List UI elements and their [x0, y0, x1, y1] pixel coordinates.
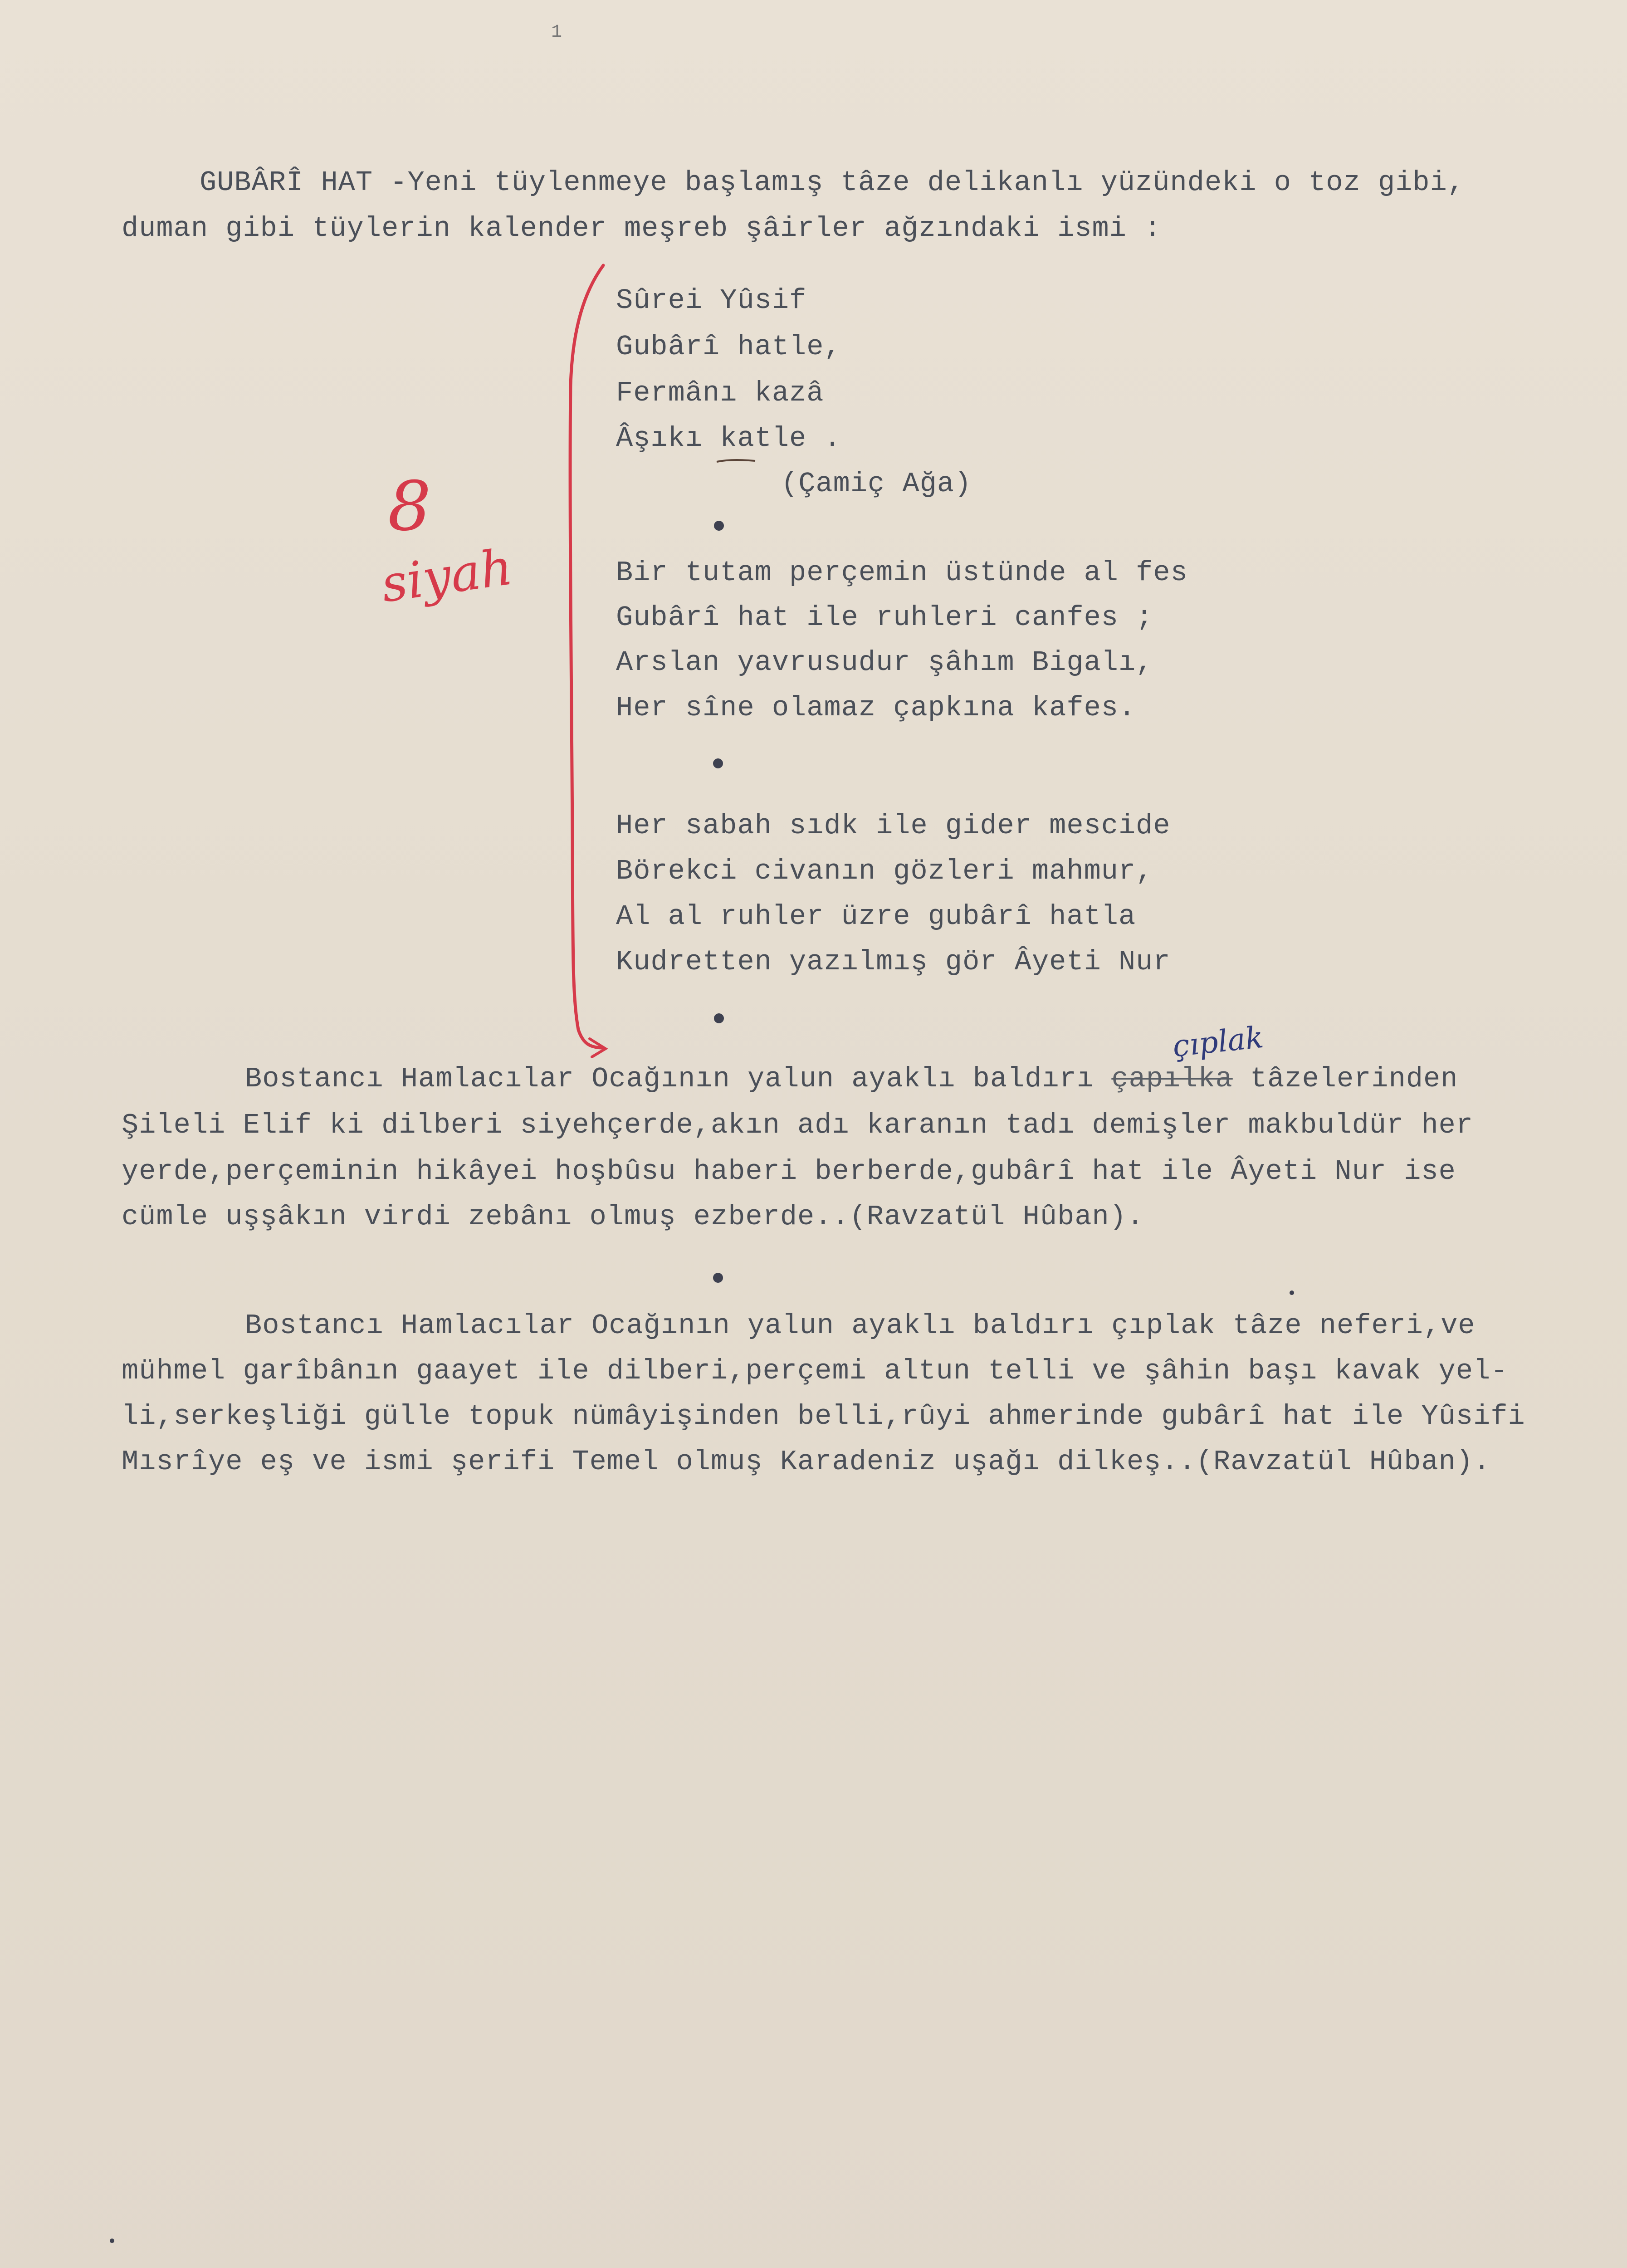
page-number: 1	[551, 22, 563, 43]
margin-note-word: siyah	[377, 538, 516, 614]
para1-line-4: cümle uşşâkın virdi zebânı olmuş ezberde..(Ravzatül Hûban).	[122, 1201, 1144, 1233]
section-bullet	[713, 1273, 723, 1283]
poem2-line-1: Bir tutam perçemin üstünde al fes	[616, 557, 1188, 589]
poem2-line-3: Arslan yavrusudur şâhım Bigalı,	[616, 646, 1153, 679]
struck-word: çapılka	[1111, 1063, 1233, 1095]
poem1-attribution: (Çamiç Ağa)	[781, 468, 972, 500]
poem2-line-2: Gubârî hat ile ruhleri canfes ;	[616, 601, 1153, 634]
poem1-line-3: Fermânı kazâ	[616, 377, 824, 409]
poem1-line-1: Sûrei Yûsif	[616, 284, 807, 317]
ink-speck	[110, 2239, 114, 2243]
poem3-line-2: Börekci civanın gözleri mahmur,	[616, 855, 1153, 887]
para1-line-1	[245, 1065, 1458, 1093]
poem1-line-4: Âşıkı katle .	[616, 422, 841, 455]
entry-heading: GUBÂRÎ HAT	[200, 166, 373, 199]
para1-line-1-pre: Bostancı Hamlacılar Ocağının yalun ayaklı baldırı	[245, 1063, 1112, 1095]
poem2-line-4: Her sîne olamaz çapkına kafes.	[616, 692, 1136, 724]
intro-line-2: duman gibi tüylerin kalender meşreb şâirler ağzındaki ismi :	[122, 212, 1162, 244]
para2-line-3: li,serkeşliği gülle topuk nümâyişinden belli,rûyi ahmerinde gubârî hat ile Yûsifi	[122, 1400, 1525, 1432]
para2-line-4: Mısrîye eş ve ismi şerifi Temel olmuş Karadeniz uşağı dilkeş..(Ravzatül Hûban).	[122, 1446, 1491, 1478]
para2-line-2: mühmel garîbânın gaayet ile dilberi,perçemi altun telli ve şâhin başı kavak yel-	[122, 1355, 1508, 1387]
poem3-line-4: Kudretten yazılmış gör Âyeti Nur	[616, 946, 1171, 978]
para1-line-3: yerde,perçeminin hikâyei hoşbûsu haberi berberde,gubârî hat ile Âyeti Nur ise	[122, 1155, 1456, 1188]
poem3-line-3: Al al ruhler üzre gubârî hatla	[616, 900, 1136, 933]
ink-speck	[1290, 1290, 1294, 1295]
para2-line-1: Bostancı Hamlacılar Ocağının yalun ayaklı baldırı çıplak tâze neferi,ve	[245, 1310, 1476, 1342]
handwritten-correction: çıplak	[1171, 1019, 1265, 1064]
para1-line-2: Şileli Elif ki dilberi siyehçerde,akın adı karanın tadı demişler makbuldür her	[122, 1109, 1474, 1141]
margin-page-number: 8	[388, 467, 431, 546]
poem3-line-1: Her sabah sıdk ile gider mescide	[616, 810, 1171, 842]
intro-line-1-text: -Yeni tüylenmeye başlamış tâze delikanlı yüzündeki o toz gibi,	[373, 166, 1465, 199]
poem1-line-2: Gubârî hatle,	[616, 331, 841, 363]
para1-line-1-post: tâzelerinden	[1232, 1063, 1458, 1095]
